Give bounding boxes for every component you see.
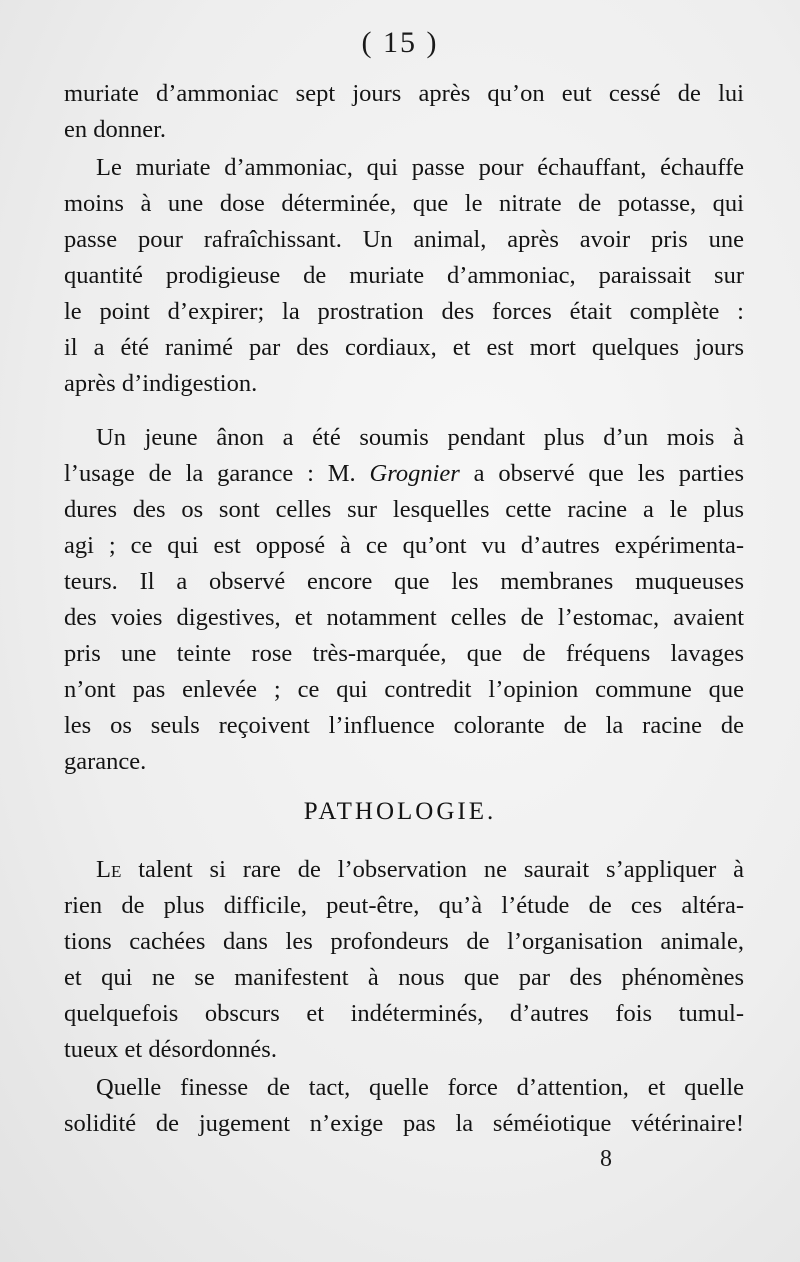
text-line: agi ; ce qui est opposé à ce qu’ont vu d’autres expérimenta- [64,532,744,559]
page-number: ( 15 ) [361,26,439,59]
text-line: solidité de jugement n’exige pas la séméiotique vétérinaire! [64,1110,744,1137]
text-line: en donner. [64,116,167,143]
text-line: quantité prodigieuse de muriate d’ammoniac, paraissait sur [64,262,744,289]
text-line: les os seuls reçoivent l’influence colorante de la racine de [64,712,744,739]
text-line: dures des os sont celles sur lesquelles cette racine a le plus [64,496,744,523]
text-line [64,456,744,492]
text-line: n’ont pas enlevée ; ce qui contredit l’opinion commune que [64,676,744,703]
text-line: rien de plus difficile, peut-être, qu’à l’étude de ces altéra- [64,892,744,919]
text-line: moins à une dose déterminée, que le nitrate de potasse, qui [64,190,744,217]
text-span: talent si rare de l’observation ne saurait s’appliquer à [138,856,745,883]
text-line: pris une teinte rose très-marquée, que de fréquens lavages [64,640,744,667]
text-line [96,852,744,888]
text-line: garance. [64,748,147,775]
text-span: a observé que les parties [473,460,745,487]
text-line: muriate d’ammoniac sept jours après qu’on eut cessé de lui [64,80,744,107]
text-line: après d’indigestion. [64,370,258,397]
author-name: Grognier [369,460,460,487]
text-line: tueux et désordonnés. [64,1036,277,1063]
text-line: quelquefois obscurs et indéterminés, d’autres fois tumul- [64,1000,744,1027]
text-line: teurs. Il a observé encore que les membranes muqueuses [64,568,744,595]
text-line: tions cachées dans les profondeurs de l’organisation animale, [64,928,744,955]
section-heading: PATHOLOGIE. [303,798,497,825]
text-line: Quelle finesse de tact, quelle force d’attention, et quelle [96,1074,744,1101]
text-line: et qui ne se manifestent à nous que par des phénomènes [64,964,744,991]
first-word: Le [96,856,122,883]
text-span: l’usage de la garance : M. [64,460,356,487]
text-line: passe pour rafraîchissant. Un animal, après avoir pris une [64,226,744,253]
text-line: Un jeune ânon a été soumis pendant plus d’un mois à [96,424,744,451]
signature-mark: 8 [600,1146,612,1172]
text-line: il a été ranimé par des cordiaux, et est mort quelques jours [64,334,744,361]
text-line: Le muriate d’ammoniac, qui passe pour échauffant, échauffe [96,154,744,181]
text-line: des voies digestives, et notamment celles de l’estomac, avaient [64,604,744,631]
text-line: le point d’expirer; la prostration des forces était complète : [64,298,744,325]
